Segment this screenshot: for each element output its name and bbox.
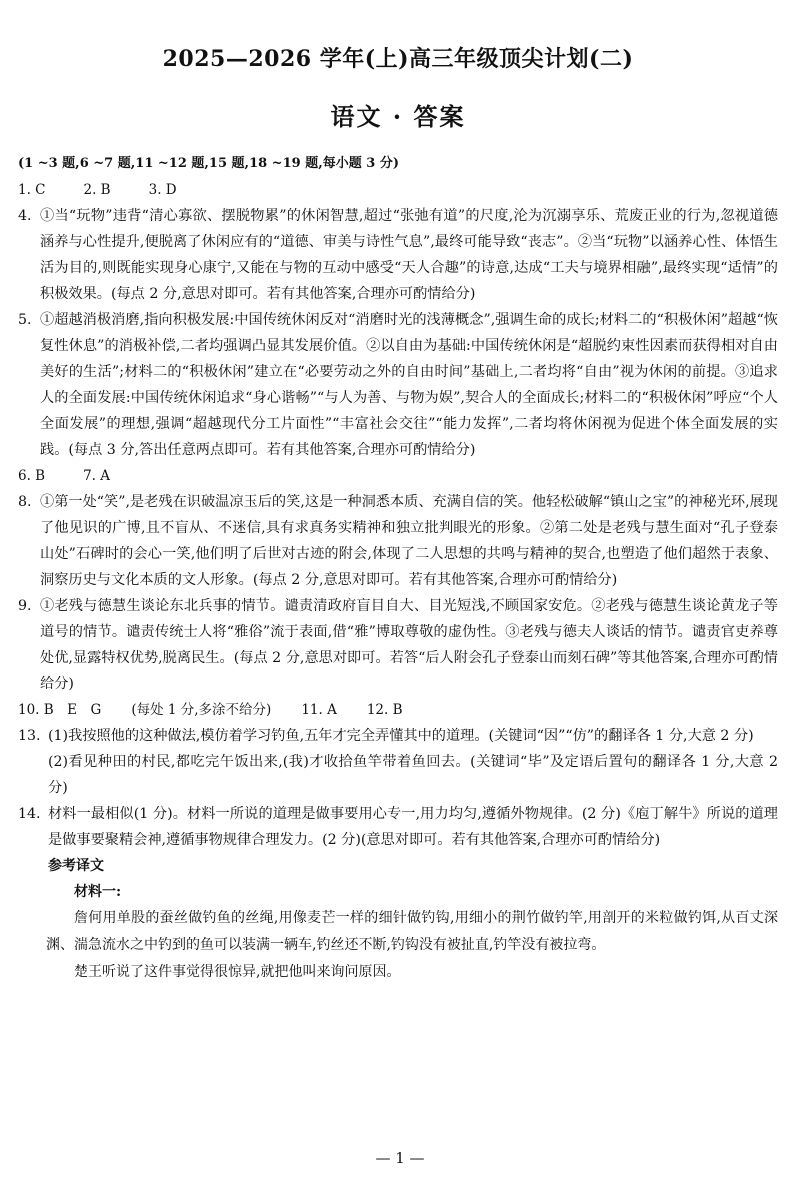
answers-6-7	[18, 463, 778, 489]
answer-2: 2. B	[83, 182, 111, 198]
material-1-label: 材料一:	[74, 884, 122, 900]
question-5	[18, 307, 778, 463]
answer-10: 10. B E G	[18, 702, 102, 718]
reference-translation-heading: 参考译文	[48, 858, 104, 874]
answer-11: 11. A	[301, 702, 337, 718]
translation-paragraph-2: 楚王听说了这件事觉得很惊异,就把他叫来询问原因。	[74, 964, 401, 980]
question-number: 4.	[18, 208, 32, 224]
question-answer-text: ①老残与德慧生谈论东北兵事的情节。谴责清政府盲目自大、目光短浅,不顾国家安危。②老残与德慧生谈论黄龙子等道号的情节。谴责传统士人将“雅俗”流于表面,借“雅”博取尊敬的虚伪性。③老残与德夫人谈话的情节。谴责官吏养尊处优,显露特权优势,脱离民生。(每点 2 分,意思对即可。若答“后人附会孔子登泰山而刻石碑”等其他答案,合理亦可酌情给分)	[40, 598, 778, 692]
translation-paragraph-1: 詹何用单股的蚕丝做钓鱼的丝绳,用像麦芒一样的细针做钓钩,用细小的荆竹做钓竿,用剖开的米粒做钓饵,从百丈深渊、湍急流水之中钓到的鱼可以装满一辆车,钓丝还不断,钓钩没有被扯直,钓竿没有被拉弯。	[46, 910, 778, 953]
answers-1-3	[18, 177, 778, 203]
question-9	[18, 593, 778, 697]
question-number: 13.	[18, 728, 41, 744]
answers-10-12	[18, 697, 778, 723]
question-answer-text: ①当“玩物”违背“清心寡欲、摆脱物累”的休闲智慧,超过“张弛有道”的尺度,沦为沉溺享乐、荒废正业的行为,忽视道德涵养与心性提升,便脱离了休闲应有的“道德、审美与诗性气息”,最终可能导致“丧志”。②当“玩物”以涵养心性、体悟生活为目的,则既能实现身心康宁,又能在与物的互动中感受“天人合趣”的诗意,达成“工夫与境界相融”,最终实现“适情”的积极效果。(每点 2 分,意思对即可。若有其他答案,合理亦可酌情给分)	[40, 208, 778, 302]
document-title: 2025—2026 学年(上)高三年级顶尖计划(二)	[162, 46, 634, 72]
answer-6: 6. B	[18, 468, 46, 484]
answer-3: 3. D	[148, 182, 177, 198]
answer-1: 1. C	[18, 182, 46, 198]
scoring-note: (1 ~3 题,6 ~7 题,11 ~12 题,15 题,18 ~19 题,每小题 3 分)	[18, 156, 399, 171]
question-number: 14.	[18, 806, 41, 822]
question-13-part-2: (2)看见种田的村民,都吃完午饭出来,(我)才收拾鱼竿带着鱼回去。(关键词“毕”及定语后置句的翻译各 1 分,大意 2 分)	[48, 754, 778, 796]
question-answer-text: 材料一最相似(1 分)。材料一所说的道理是做事要用心专一,用力均匀,遵循外物规律。(2 分)《庖丁解牛》所说的道理是做事要聚精会神,遵循事物规律合理发力。(2 分)(意思对即可。若有其他答案,合理亦可酌情给分)	[48, 806, 778, 848]
question-number: 8.	[18, 494, 32, 510]
question-4	[18, 203, 778, 307]
question-answer-text: ①第一处“笑”,是老残在识破温凉玉后的笑,这是一种洞悉本质、充满自信的笑。他轻松破解“镇山之宝”的神秘光环,展现了他见识的广博,且不盲从、不迷信,具有求真务实精神和独立批判眼光的形象。②第二处是老残与慧生面对“孔子登泰山处”石碑时的会心一笑,他们明了后世对古迹的附会,体现了二人思想的共鸣与精神的契合,也塑造了他们超然于表象、洞察历史与文化本质的文人形象。(每点 2 分,意思对即可。若有其他答案,合理亦可酌情给分)	[40, 494, 778, 588]
question-number: 9.	[18, 598, 32, 614]
question-8	[18, 489, 778, 593]
question-13	[18, 723, 778, 749]
question-number: 5.	[18, 312, 32, 328]
question-13-part-1: (1)我按照他的这种做法,模仿着学习钓鱼,五年才完全弄懂其中的道理。(关键词“因”“仿”的翻译各 1 分,大意 2 分)	[48, 728, 754, 744]
answer-10-note: (每处 1 分,多涂不给分)	[131, 702, 272, 718]
question-14	[18, 801, 778, 853]
document-subtitle: 语文 · 答案	[330, 102, 466, 131]
answer-12: 12. B	[366, 702, 403, 718]
page-number: — 1 —	[375, 1149, 425, 1167]
question-answer-text: ①超越消极消磨,指向积极发展:中国传统休闲反对“消磨时光的浅薄概念”,强调生命的成长;材料二的“积极休闲”超越“恢复性休息”的消极补偿,二者均强调凸显其发展价值。②以自由为基础:中国传统休闲是“超脱约束性因素而获得相对自由美好的生活”;材料二的“积极休闲”建立在“必要劳动之外的自由时间”基础上,二者均将“自由”视为休闲的前提。③追求人的全面发展:中国传统休闲追求“身心谐畅”“与人为善、与物为娱”,契合人的全面成长;材料二的“积极休闲”呼应“个人全面发展”的理想,强调“超越现代分工片面性”“丰富社会交往”“能力发挥”,二者均将休闲视为促进个体全面发展的实践。(每点 3 分,答出任意两点即可。若有其他答案,合理亦可酌情给分)	[40, 312, 778, 458]
answer-7: 7. A	[83, 468, 111, 484]
